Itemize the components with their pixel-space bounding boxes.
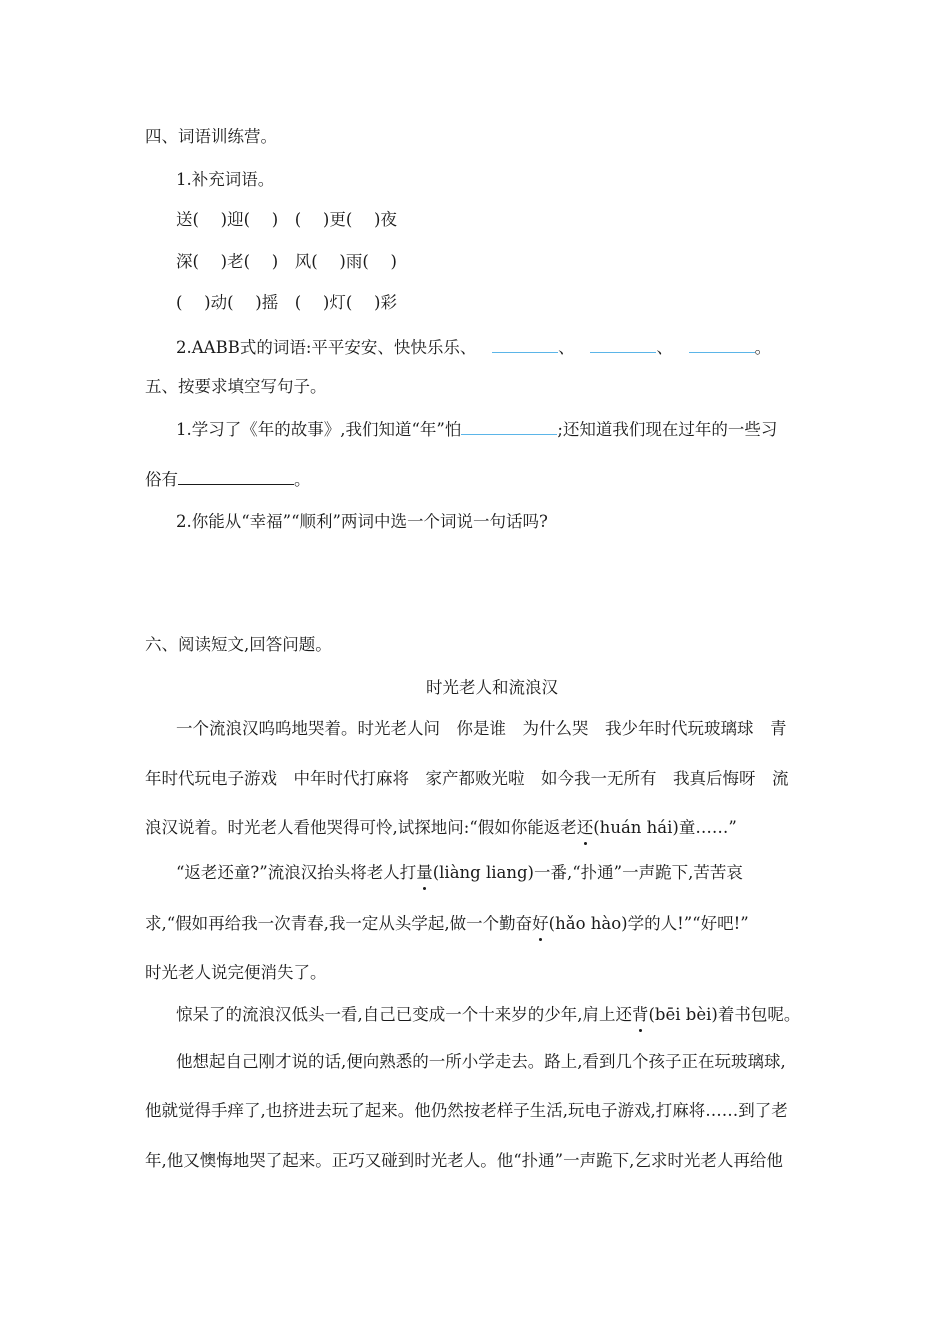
answer-blank-nian-fears[interactable] — [461, 418, 557, 435]
dotted-char-bei: 背 — [632, 1005, 649, 1024]
text-run: “返老还童?”流浪汉抬头将老人打 — [176, 863, 417, 882]
word-fill-row-2: 深( )老( ) 风( )雨( ) — [176, 252, 397, 271]
passage-p4-line-3: 年,他又懊悔地哭了起来。正巧又碰到时光老人。他“扑通”一声跪下,乞求时光老人再给他 — [145, 1151, 783, 1170]
section-4-heading: 四、词语训练营。 — [145, 127, 277, 146]
text-run: 求,“假如再给我一次青春,我一定从头学起,做一个勤奋 — [145, 914, 533, 933]
answer-blank-customs[interactable] — [178, 468, 294, 485]
question-5-1-line-2 — [145, 468, 311, 491]
separator: 、 — [558, 338, 575, 357]
question-5-1-prefix: 1.学习了《年的故事》,我们知道“年”怕 — [176, 420, 462, 439]
word-fill-row-1: 送( )迎( ) ( )更( )夜 — [176, 210, 397, 229]
answer-blank-aabb-3[interactable] — [689, 336, 755, 353]
passage-p3 — [176, 1004, 800, 1026]
end-mark: 。 — [294, 470, 311, 489]
pinyin-options-hao: (hǎo hào)学的人!”“好吧!” — [548, 914, 749, 933]
end-mark: 。 — [754, 338, 772, 357]
dotted-char-liang: 量 — [416, 863, 433, 882]
question-4-1-label: 1.补充词语。 — [176, 170, 275, 189]
pinyin-options-liang: (liàng liang)一番,“扑通”一声跪下,苦苦哀 — [432, 863, 743, 882]
question-5-1-line-2-prefix: 俗有 — [145, 470, 178, 489]
pinyin-options-huan-hai: (huán hái)童……” — [593, 818, 737, 837]
answer-blank-aabb-1[interactable] — [492, 336, 558, 353]
word-fill-row-3: ( )动( )摇 ( )灯( )彩 — [176, 293, 397, 312]
question-4-2 — [176, 336, 771, 359]
text-run: 惊呆了的流浪汉低头一看,自己已变成一个十来岁的少年,肩上还 — [176, 1005, 632, 1024]
text-run: 浪汉说着。时光老人看他哭得可怜,试探地问:“假如你能返老 — [145, 818, 577, 837]
question-5-1-line-1 — [176, 418, 777, 441]
passage-p1-line-2: 年时代玩电子游戏 中年时代打麻将 家产都败光啦 如今我一无所有 我真后悔呀 流 — [145, 769, 789, 788]
question-5-2: 2.你能从“幸福”“顺利”两词中选一个词说一句话吗? — [176, 512, 548, 531]
dotted-char-huan: 还 — [576, 818, 594, 837]
passage-p1-line-3 — [145, 817, 737, 839]
section-5-heading: 五、按要求填空写句子。 — [145, 377, 327, 396]
passage-p2-line-1 — [176, 862, 743, 884]
passage-p2-line-3: 时光老人说完便消失了。 — [145, 963, 327, 982]
pinyin-options-bei: (bēi bèi)着书包呢。 — [648, 1005, 801, 1024]
passage-p4-line-1: 他想起自己刚才说的话,便向熟悉的一所小学走去。路上,看到几个孩子正在玩玻璃球, — [176, 1052, 786, 1071]
separator: 、 — [656, 338, 673, 357]
answer-blank-aabb-2[interactable] — [590, 336, 656, 353]
question-4-2-prefix: 2.AABB式的词语:平平安安、快快乐乐、 — [176, 338, 477, 357]
passage-p4-line-2: 他就觉得手痒了,也挤进去玩了起来。他仍然按老样子生活,玩电子游戏,打麻将……到了老 — [145, 1101, 788, 1120]
passage-title: 时光老人和流浪汉 — [426, 678, 558, 697]
passage-p2-line-2 — [145, 913, 749, 935]
dotted-char-hao: 好 — [532, 914, 549, 933]
passage-p1-line-1: 一个流浪汉呜呜地哭着。时光老人问 你是谁 为什么哭 我少年时代玩玻璃球 青 — [176, 719, 787, 738]
question-5-1-middle: ;还知道我们现在过年的一些习 — [557, 420, 778, 439]
section-6-heading: 六、阅读短文,回答问题。 — [145, 635, 332, 654]
